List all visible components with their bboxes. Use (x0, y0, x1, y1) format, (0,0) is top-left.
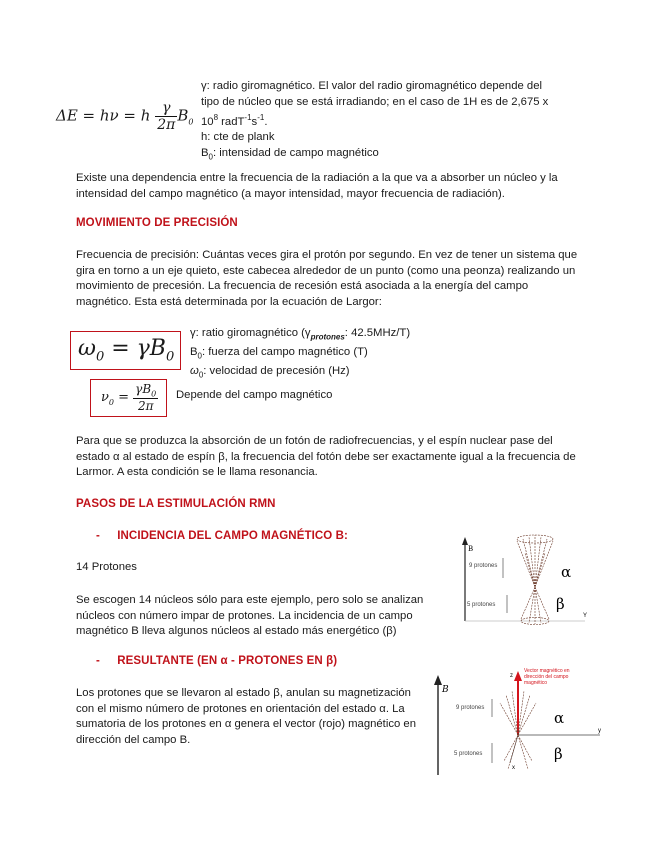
fig2-label-top: 9 protones (456, 705, 485, 711)
b0-def: $B_0$: intensidad de campo magnético (201, 146, 379, 162)
precession-figure-1 (455, 523, 595, 628)
fig2-b-label: B (442, 685, 449, 695)
larmor-def-b0: $B_0$: fuerza del campo magnético (T) (190, 345, 368, 360)
heading-pasos: PASOS DE LA ESTIMULACIÓN RMN (76, 498, 276, 510)
energy-equation-fraction: $\frac{\gamma}{2\pi}$ (157, 100, 176, 133)
fig2-red-note-2: dirección del campo (524, 674, 569, 680)
fig2-label-bot: 5 protones (454, 751, 483, 757)
energy-equation-definitions (201, 79, 581, 165)
fig1-spin-cones (517, 535, 553, 625)
fig2-b-arrowhead (434, 675, 442, 685)
fig2-x-label: x (512, 765, 515, 771)
fig2-y-label: y (598, 728, 601, 734)
fig1-label-top: 9 protones (469, 563, 498, 569)
fig2-resultant-arrowhead (514, 671, 522, 681)
larmor-def-omega: $\omega_0$: velocidad de precesión (Hz) (190, 364, 350, 379)
larmor-def-gamma: γ: ratio giromagnético ($\gamma_{protones}$: 42.5MHz/T) (190, 327, 411, 342)
paragraph-resonance: Para que se produzca la absorción de un fotón de radiofrecuencias, y el espín nuclear pase del estado α al estado de espín β, la frecuencia del fotón debe ser exactamente igual a la frecuencia de Larmor. A esta condición se le llama resonancia. (76, 435, 576, 478)
paragraph-incidencia: Se escogen 14 núcleos sólo para este ejemplo, pero solo se analizan núcleos con número impar de protones. La incidencia de un campo magnético B lleva algunos núcleos al estado más energético (β) (76, 594, 424, 637)
fig1-label-bot: 5 protones (467, 602, 496, 608)
fig2-red-note-1: Vector magnético en (524, 668, 570, 674)
paragraph-dependence: Existe una dependencia entre la frecuencia de la radiación a la que va a absorber un núcleo y la intensidad del campo magnético (a mayor intensidad, mayor frecuencia de radiación). (76, 172, 558, 200)
fig1-y-label: Y (583, 613, 588, 619)
fig1-beta: β (556, 595, 565, 613)
gamma-def-line1: γ: radio giromagnético. El valor del radio giromagnético depende del (201, 80, 542, 92)
fig1-b-arrowhead (462, 537, 468, 545)
frequency-equation-note: Depende del campo magnético (176, 389, 333, 401)
paragraph-precision: Frecuencia de precisión: Cuántas veces gira el protón por segundo. En vez de tener un sistema que gira en torno a un eje quieto, este cabecea alrededor de un punto (como una peonza) realizando un movimiento de precesión. La frecuencia de recesión está asociada a la energía del campo magnético. Esta está determinada por la ecuación de Largor: (76, 249, 578, 308)
h-def: h: cte de plank (201, 131, 275, 144)
energy-equation-lhs: ΔE = hν = h (56, 106, 151, 125)
larmor-equation: $\omega_0 = \gamma B_0$ (78, 336, 175, 365)
gamma-def-line2: tipo de núcleo que se está irradiando; en el caso de 1H es de 2,675 x (201, 95, 549, 108)
fig2-beta: β (554, 745, 563, 763)
frequency-equation: $\nu_0$ = $\frac{\gamma B_0}{2\pi}$ (101, 382, 157, 414)
fig1-b-label: B (468, 545, 474, 553)
fig1-alpha: α (561, 563, 572, 581)
fig2-red-note-3: magnético (524, 680, 548, 686)
heading-precision: MOVIMIENTO DE PRECISIÓN (76, 217, 238, 229)
paragraph-resultante: Los protones que se llevaron al estado β, anulan su magnetización con el mismo número de protones en orientación del estado α. La sumatoria de los protones en α genera el vector (rojo) magnético en dirección del campo B. (76, 687, 416, 746)
subheading-incidencia: - INCIDENCIA DEL CAMPO MAGNÉTICO B: (96, 530, 348, 542)
protones-count: 14 Protones (76, 561, 137, 573)
larmor-definitions (190, 326, 450, 382)
subheading-resultante: - RESULTANTE (EN α - PROTONES EN β) (96, 655, 338, 667)
energy-equation: ΔE = hν = h $\frac{\gamma}{2\pi}$ $B_0$ (56, 100, 194, 133)
gamma-def-line3: $10^8$ $radT^{-1}s^{-1}$. (201, 113, 268, 128)
fig2-z-label: z (510, 673, 513, 679)
precession-figure-2 (428, 663, 608, 783)
fig2-alpha: α (554, 709, 565, 727)
